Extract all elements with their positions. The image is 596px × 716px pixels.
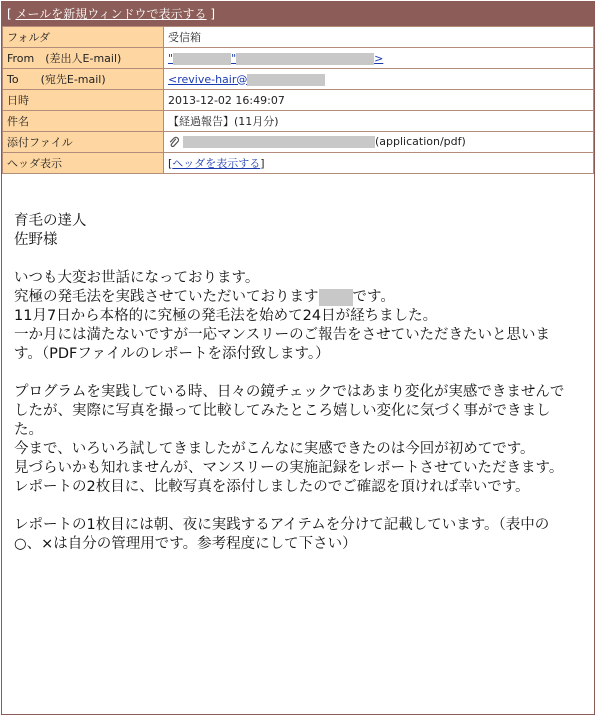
body-line: す。（PDFファイルのレポートを添付致します。） xyxy=(14,346,330,362)
header-table xyxy=(2,26,594,174)
body-line: いつも大変お世話になっております。 xyxy=(14,270,260,286)
to-link[interactable] xyxy=(168,73,325,86)
from-angle-close: > xyxy=(374,51,384,65)
body-line: レポートの2枚目に、比較写真を添付しましたのでご確認を頂ければ幸いです。 xyxy=(14,479,530,495)
to-value[interactable] xyxy=(164,69,594,90)
header-row-from xyxy=(3,48,594,69)
header-row-folder xyxy=(3,27,594,48)
header-row-date xyxy=(3,90,594,111)
show-headers-link[interactable]: ヘッダを表示する xyxy=(172,157,261,170)
header-row-header-view xyxy=(3,153,594,174)
body-line: プログラムを実践している時、日々の鏡チェックではあまり変化が実感できませんで xyxy=(14,384,565,400)
bracket-open: [ xyxy=(168,157,173,170)
header-row-attachment xyxy=(3,132,594,153)
from-quote-close: " xyxy=(231,51,237,65)
body-line: レポートの1枚目には朝、夜に実践するアイテムを分けて記載しています。（表中の xyxy=(14,517,550,533)
subject-value: 【経過報告】(11月分) xyxy=(164,111,594,132)
redacted-name xyxy=(319,289,353,306)
body-line xyxy=(14,288,584,307)
header-view-label: ヘッダ表示 xyxy=(3,153,164,174)
to-label: To (宛先E-mail) xyxy=(3,69,164,90)
body-line: 一か月には満たないですが一応マンスリーのご報告をさせていただきたいと思いま xyxy=(14,327,551,343)
mail-viewer xyxy=(1,1,595,715)
folder-value: 受信箱 xyxy=(164,27,594,48)
open-in-new-window-link[interactable]: メールを新規ウィンドウで表示する xyxy=(15,7,207,21)
message-body xyxy=(2,174,584,554)
date-label: 日時 xyxy=(3,90,164,111)
redacted-attachment-filename[interactable] xyxy=(183,136,375,148)
salutation-line: 佐野様 xyxy=(14,232,58,248)
attachment-type: (application/pdf) xyxy=(375,135,466,149)
folder-label: フォルダ xyxy=(3,27,164,48)
bracket-close: ] xyxy=(260,157,265,170)
body-line: 見づらいかも知れませんが、マンスリーの実施記録をレポートさせていただきます。 xyxy=(14,460,564,476)
from-label: From (差出人E-mail) xyxy=(3,48,164,69)
body-line: したが、実際に写真を撮って比較してみたところ嬉しい変化に気づく事ができまし xyxy=(14,403,551,419)
header-row-subject xyxy=(3,111,594,132)
to-address: <revive-hair@ xyxy=(168,72,248,86)
body-line: た。 xyxy=(14,422,43,438)
subject-label: 件名 xyxy=(3,111,164,132)
body-line: 今まで、いろいろ試してきましたがこんなに実感できたのは今回が初めてです。 xyxy=(14,441,535,457)
body-line: 11月7日から本格的に究極の発毛法を始めて24日が経ちました。 xyxy=(14,308,438,324)
bracket-open: [ xyxy=(7,7,12,21)
body-text: です。 xyxy=(352,289,395,305)
from-link[interactable] xyxy=(168,52,383,65)
bracket-close: ] xyxy=(210,7,216,21)
header-view-value xyxy=(164,153,594,174)
salutation-line: 育毛の達人 xyxy=(14,213,87,229)
header-row-to xyxy=(3,69,594,90)
body-text: 究極の発毛法を実践させていただいております xyxy=(14,289,319,305)
redacted-sender-email xyxy=(236,53,374,65)
from-value[interactable] xyxy=(164,48,594,69)
attachment-value[interactable] xyxy=(164,132,594,153)
paperclip-icon xyxy=(168,136,180,149)
attachment-label: 添付ファイル xyxy=(3,132,164,153)
redacted-recipient-domain xyxy=(247,74,325,86)
redacted-sender-name xyxy=(173,53,231,65)
top-toolbar xyxy=(2,2,594,26)
date-value: 2013-12-02 16:49:07 xyxy=(164,90,594,111)
body-line: ○、×は自分の管理用です。参考程度にして下さい） xyxy=(14,536,357,552)
from-quote-open: " xyxy=(168,51,174,65)
